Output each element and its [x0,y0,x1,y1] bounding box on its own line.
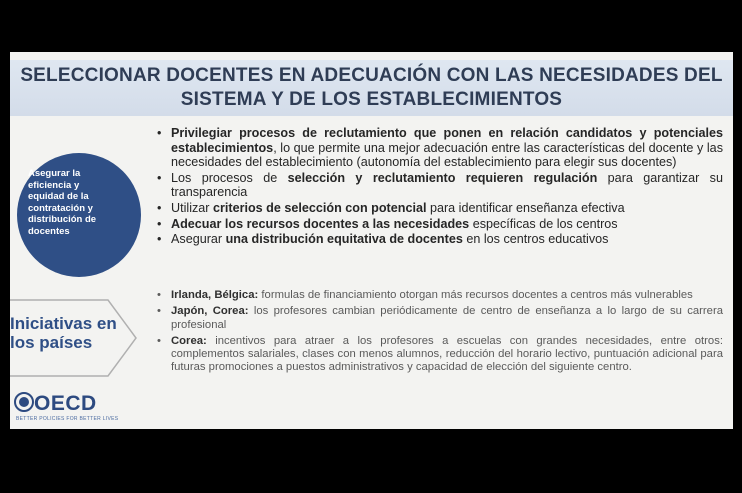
main-bullet-list [157,126,723,248]
country-bullet: • Corea: incentivos para atraer a los profesores a escuelas con grandes necesidades, entre otros: complementos salariales, clases con menos alumnos, reducción del horario lectivo, puntuación adicional para futuras promociones a puestos administrativos y capacidad de elección del siguiente centro. [157,335,723,375]
main-bullet: • Utilizar criterios de selección con potencial para identificar enseñanza efectiva [157,201,723,216]
oecd-tagline: BETTER POLICIES FOR BETTER LIVES [16,416,119,422]
initiatives-label: Iniciativas en los países [10,314,117,352]
presentation-slide [10,52,733,429]
topic-circle-label: Asegurar la eficiencia y equidad de la contratación y distribución de docentes [28,168,97,237]
country-bullet: • Japón, Corea: los profesores cambian periódicamente de centro de enseñanza a lo largo de su carrera profesional [157,305,723,332]
oecd-logo-text: OECD [34,392,97,415]
main-bullet: • Privilegiar procesos de reclutamiento que ponen en relación candidatos y potenciales establecimientos, lo que permite una mejor adecuación entre las características del docente y las necesidades del establecimiento (autonomía del establecimiento para elegir sus docentes) [157,126,723,170]
main-bullet: • Los procesos de selección y reclutamiento requieren regulación para garantizar su transparencia [157,171,723,200]
country-bullet: • Irlanda, Bélgica: formulas de financiamiento otorgan más recursos docentes a centros más vulnerables [157,289,723,302]
slide-title: SELECCIONAR DOCENTES EN ADECUACIÓN CON LAS NECESIDADES DEL SISTEMA Y DE LOS ESTABLECIMIENTOS [20,65,723,110]
main-bullet: • Adecuar los recursos docentes a las necesidades específicas de los centros [157,217,723,232]
main-bullet: • Asegurar una distribución equitativa de docentes en los centros educativos [157,232,723,247]
country-bullet-list [157,289,723,378]
